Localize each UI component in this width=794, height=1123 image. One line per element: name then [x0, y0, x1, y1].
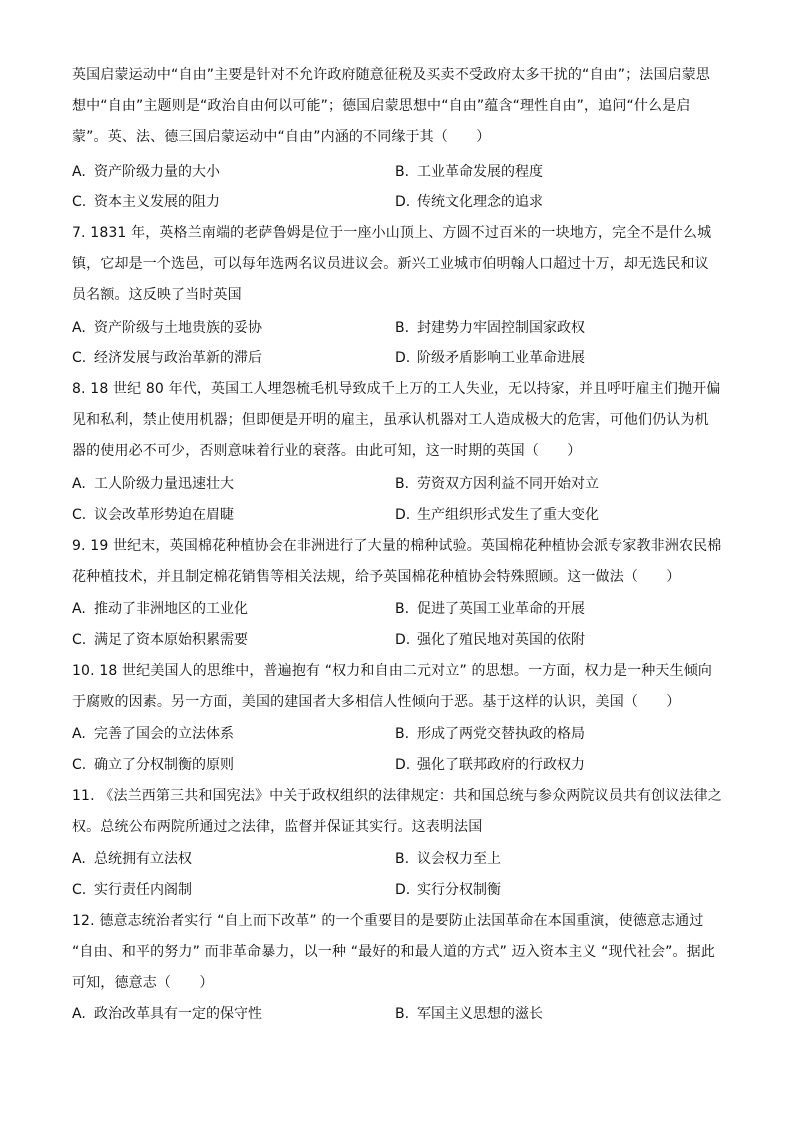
option-text: 劳资双方因利益不同开始对立: [417, 476, 599, 492]
question-intro-stem: 英国启蒙运动中“自由”主要是针对不允许政府随意征税及买卖不受政府太多干扰的“自由”；法国启蒙思想中“自由”主题则是“政治自由何以可能”；德国启蒙思想中“自由”蕴含“理性自由”，追问“什么是启蒙”。英、法、德三国启蒙运动中“自由”内涵的不同缘于其（ ）: [72, 67, 711, 145]
option-c: [72, 755, 234, 775]
option-text: 阶级矛盾影响工业革命进展: [417, 350, 585, 366]
option-letter: B.: [395, 1006, 410, 1022]
option-text: 军国主义思想的滋长: [417, 1006, 543, 1022]
option-text: 实行分权制衡: [417, 882, 501, 898]
option-text: 实行责任内阁制: [94, 882, 192, 898]
option-text: 强化了殖民地对英国的依附: [417, 632, 585, 648]
option-c: [72, 348, 262, 368]
option-text: 议会改革形势迫在眉睫: [94, 507, 234, 523]
option-text: 资产阶级力量的大小: [94, 164, 220, 180]
option-text: 促进了英国工业革命的开展: [417, 601, 585, 617]
option-text: 满足了资本原始积累需要: [94, 632, 248, 648]
option-letter: B.: [395, 476, 410, 492]
option-letter: B.: [395, 320, 410, 336]
option-text: 完善了国会的立法体系: [94, 726, 234, 742]
option-d: [395, 505, 599, 525]
option-letter: A.: [72, 320, 86, 336]
question-8-stem: 8. 18 世纪 80 年代，英国工人埋怨梳毛机导致成千上万的工人失业，无以持家，并且呼吁雇主们抛开偏见和私利，禁止使用机器；但即便是开明的雇主，虽承认机器对工人造成极大的危害，可他们仍认为机器的使用必不可少，否则意味着行业的衰落。由此可知，这一时期的英国（ ）: [72, 381, 721, 459]
option-letter: D.: [395, 194, 411, 210]
option-text: 推动了非洲地区的工业化: [94, 601, 248, 617]
option-a: [72, 162, 220, 182]
option-letter: C.: [72, 757, 87, 773]
option-text: 封建势力牢固控制国家政权: [417, 320, 585, 336]
option-letter: B.: [395, 851, 410, 867]
option-c: [72, 630, 248, 650]
option-d: [395, 880, 501, 900]
option-letter: D.: [395, 507, 411, 523]
option-text: 确立了分权制衡的原则: [94, 757, 234, 773]
option-letter: D.: [395, 882, 411, 898]
option-text: 资产阶级与土地贵族的妥协: [94, 320, 262, 336]
option-text: 资本主义发展的阻力: [94, 194, 220, 210]
option-a: [72, 599, 248, 619]
option-letter: B.: [395, 164, 410, 180]
option-text: 传统文化理念的追求: [417, 194, 543, 210]
option-a: [72, 474, 234, 494]
option-b: [395, 474, 599, 494]
option-b: [395, 849, 501, 869]
question-12-stem: 12. 德意志统治者实行 “自上而下改革” 的一个重要目的是要防止法国革命在本国重演，使德意志通过 “自由、和平的努力” 而非革命暴力，以一种 “最好的和最人道的方式” 迈入资本主义 “现代社会”。据此可知，德意志（ ）: [72, 913, 715, 991]
option-a: [72, 1004, 262, 1024]
option-letter: C.: [72, 194, 87, 210]
option-text: 生产组织形式发生了重大变化: [417, 507, 599, 523]
option-d: [395, 755, 585, 775]
option-letter: A.: [72, 476, 86, 492]
option-c: [72, 192, 220, 212]
question-9-stem: 9. 19 世纪末，英国棉花种植协会在非洲进行了大量的棉种试验。英国棉花种植协会派专家教非洲农民棉花种植技术，并且制定棉花销售等相关法规，给予英国棉花种植协会特殊照顾。这一做法（ ）: [72, 538, 722, 585]
option-letter: C.: [72, 882, 87, 898]
option-letter: A.: [72, 164, 86, 180]
option-b: [395, 318, 585, 338]
option-d: [395, 192, 543, 212]
option-letter: D.: [395, 350, 411, 366]
option-letter: C.: [72, 632, 87, 648]
option-letter: A.: [72, 1006, 86, 1022]
option-a: [72, 318, 262, 338]
option-b: [395, 724, 585, 744]
option-b: [395, 162, 543, 182]
option-letter: D.: [395, 757, 411, 773]
option-text: 议会权力至上: [417, 851, 501, 867]
option-c: [72, 505, 234, 525]
option-letter: C.: [72, 350, 87, 366]
option-c: [72, 880, 192, 900]
option-letter: A.: [72, 851, 86, 867]
option-text: 形成了两党交替执政的格局: [417, 726, 585, 742]
question-11-stem: 11. 《法兰西第三共和国宪法》中关于政权组织的法律规定：共和国总统与参众两院议员共有创议法律之权。总统公布两院所通过之法律，监督并保证其实行。这表明法国: [72, 788, 722, 835]
option-text: 政治改革具有一定的保守性: [94, 1006, 262, 1022]
option-letter: A.: [72, 726, 86, 742]
option-letter: B.: [395, 726, 410, 742]
option-text: 工人阶级力量迅速壮大: [94, 476, 234, 492]
question-7-stem: 7. 1831 年，英格兰南端的老萨鲁姆是位于一座小山顶上、方圆不过百米的一块地方，完全不是什么城镇，它却是一个选邑，可以每年选两名议员进议会。新兴工业城市伯明翰人口超过十万，却无选民和议员名额。这反映了当时英国: [72, 225, 712, 303]
option-letter: D.: [395, 632, 411, 648]
option-text: 总统拥有立法权: [94, 851, 192, 867]
option-a: [72, 849, 192, 869]
option-letter: A.: [72, 601, 86, 617]
option-text: 经济发展与政治革新的滞后: [94, 350, 262, 366]
option-text: 工业革命发展的程度: [417, 164, 543, 180]
option-b: [395, 599, 585, 619]
option-a: [72, 724, 234, 744]
question-10-stem: 10. 18 世纪美国人的思维中，普遍抱有 “权力和自由二元对立” 的思想。一方面，权力是一种天生倾向于腐败的因素。另一方面，美国的建国者大多相信人性倾向于恶。基于这样的认识，美国（ ）: [72, 663, 713, 710]
option-b: [395, 1004, 543, 1024]
option-letter: C.: [72, 507, 87, 523]
option-d: [395, 630, 585, 650]
option-d: [395, 348, 585, 368]
option-letter: B.: [395, 601, 410, 617]
option-text: 强化了联邦政府的行政权力: [417, 757, 585, 773]
